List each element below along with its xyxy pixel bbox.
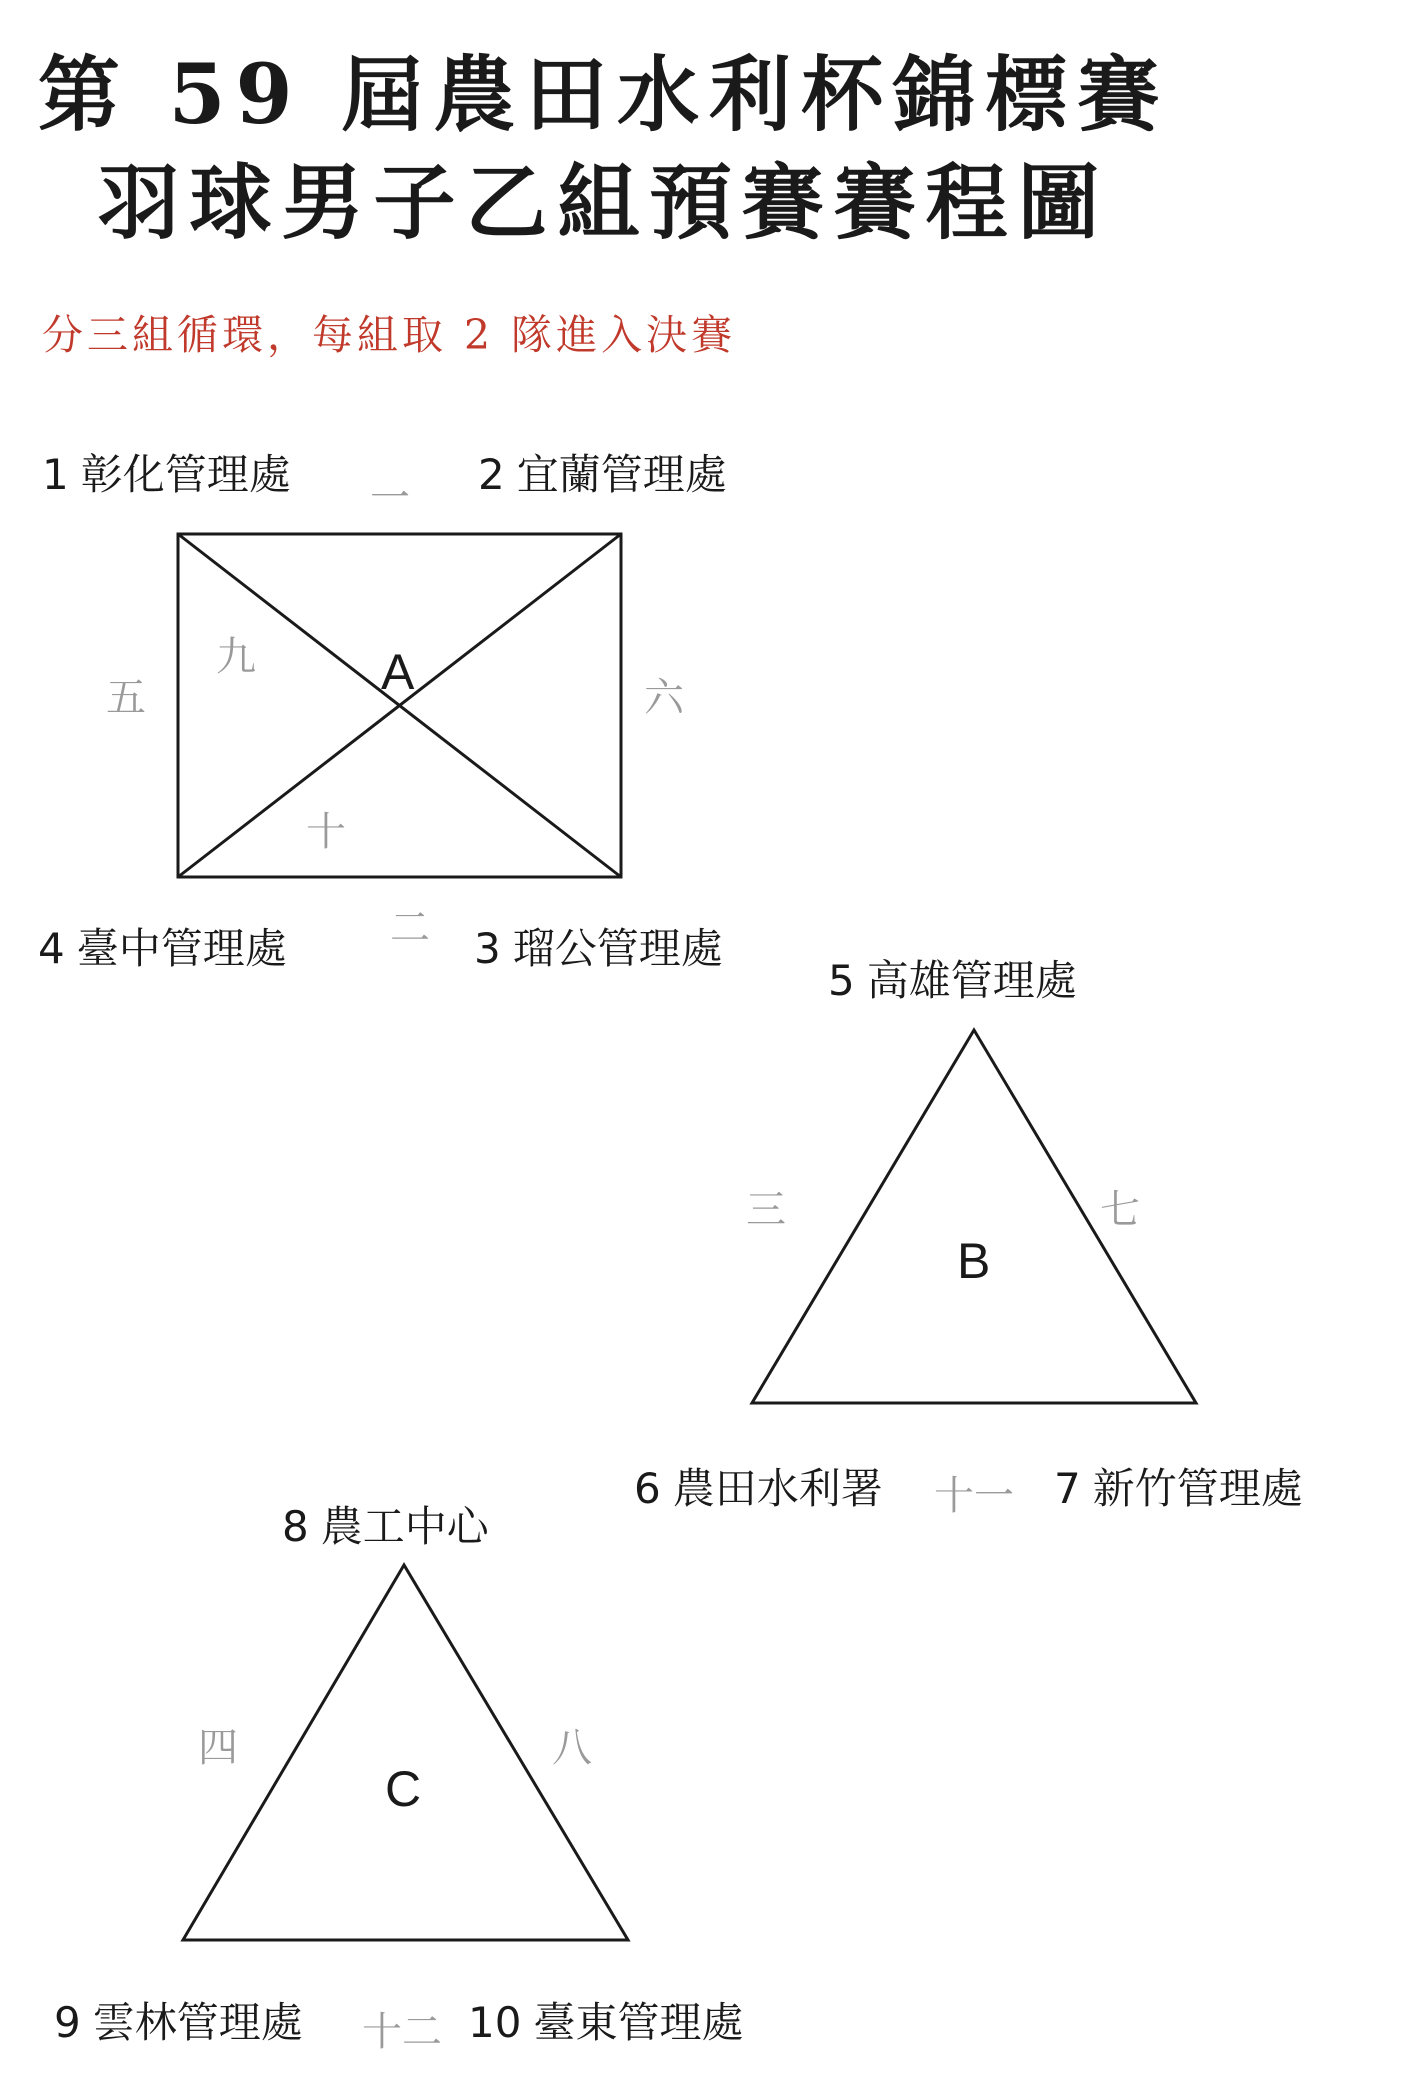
group-b-label: B — [957, 1233, 991, 1289]
page-title-line-2: 羽球男子乙組預賽賽程圖 — [97, 155, 1110, 251]
team-number: 7 — [1054, 1464, 1081, 1513]
group-a-shape — [178, 534, 621, 877]
group-c-label: C — [385, 1761, 422, 1817]
team-number: 9 — [54, 1998, 81, 2047]
team-number: 3 — [474, 924, 501, 973]
group-b-round-left: 三 — [746, 1187, 786, 1233]
group-a-team-4 — [38, 916, 287, 976]
team-name: 彰化管理處 — [80, 450, 291, 499]
team-number: 1 — [42, 450, 69, 499]
group-a-round-top: 一 — [370, 475, 410, 521]
format-note: 分三組循環，每組取 2 隊進入決賽 — [42, 311, 737, 359]
team-name: 農工中心 — [320, 1502, 489, 1551]
team-name: 臺東管理處 — [533, 1998, 744, 2047]
team-name: 高雄管理處 — [866, 956, 1077, 1005]
team-number: 10 — [468, 1998, 522, 2047]
team-number: 8 — [282, 1502, 309, 1551]
group-c-team-8 — [282, 1494, 489, 1554]
group-b-team-7 — [1054, 1456, 1303, 1516]
team-number: 5 — [828, 956, 855, 1005]
team-name: 宜蘭管理處 — [516, 450, 727, 499]
group-a-team-1 — [42, 442, 291, 502]
group-c-team-10 — [468, 1990, 743, 2050]
group-a-round-diag-upper: 九 — [216, 634, 256, 680]
group-c-round-bottom: 十二 — [362, 2009, 442, 2055]
team-name: 雲林管理處 — [92, 1998, 303, 2047]
group-a-team-3 — [474, 916, 723, 976]
team-name: 農田水利署 — [672, 1464, 883, 1513]
group-b-round-right: 七 — [1100, 1187, 1140, 1233]
group-b-team-5 — [828, 948, 1077, 1008]
group-c-team-9 — [54, 1990, 303, 2050]
group-a-round-bottom: 二 — [390, 905, 430, 951]
group-a-label: A — [381, 644, 415, 700]
team-name: 新竹管理處 — [1092, 1464, 1303, 1513]
group-a-round-right: 六 — [644, 675, 684, 721]
group-b-team-6 — [634, 1456, 883, 1516]
page-title-line-1: 第 59 屆農田水利杯錦標賽 — [37, 47, 1170, 143]
team-number: 4 — [38, 924, 65, 973]
team-number: 2 — [478, 450, 505, 499]
group-c-round-right: 八 — [552, 1725, 592, 1771]
group-c-round-left: 四 — [198, 1725, 238, 1771]
group-a-round-diag-lower: 十 — [306, 809, 346, 855]
team-name: 臺中管理處 — [76, 924, 287, 973]
group-a-team-2 — [478, 442, 727, 502]
team-number: 6 — [634, 1464, 661, 1513]
group-a-round-left: 五 — [106, 675, 146, 721]
group-b-round-bottom: 十一 — [934, 1473, 1014, 1519]
team-name: 瑠公管理處 — [512, 924, 723, 973]
